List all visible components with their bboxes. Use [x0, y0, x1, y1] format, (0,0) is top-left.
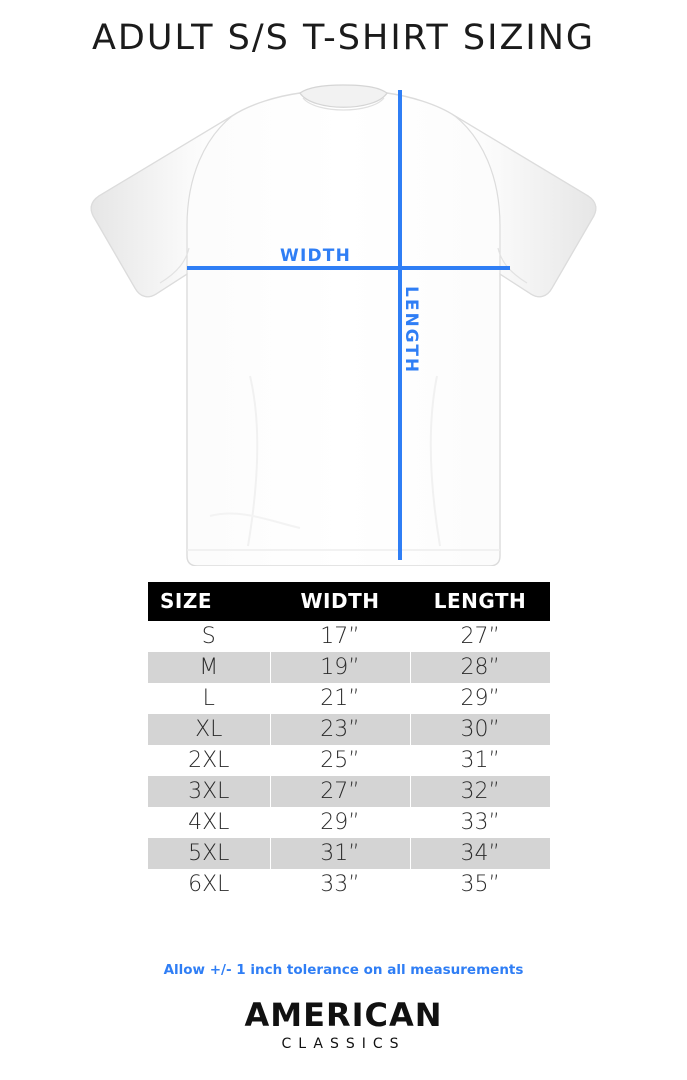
shirt-diagram	[0, 76, 687, 566]
page-title: ADULT S/S T-SHIRT SIZING	[91, 18, 596, 58]
cell-size: L	[148, 683, 270, 714]
cell-width: 19”	[270, 652, 410, 683]
brand-subtitle: CLASSICS	[281, 1036, 406, 1052]
table-header-row	[148, 582, 550, 621]
cell-length: 33”	[410, 807, 550, 838]
cell-size: M	[148, 652, 270, 683]
cell-size: 3XL	[148, 776, 270, 807]
table-row	[148, 683, 550, 714]
cell-length: 34”	[410, 838, 550, 869]
width-label: WIDTH	[280, 246, 352, 266]
cell-width: 33”	[270, 869, 410, 900]
table-row	[148, 621, 550, 652]
table-row	[148, 807, 550, 838]
cell-size: XL	[148, 714, 270, 745]
column-header-size: SIZE	[148, 582, 270, 621]
cell-length: 31”	[410, 745, 550, 776]
table-row	[148, 745, 550, 776]
length-label: LENGTH	[401, 286, 421, 375]
cell-length: 27”	[410, 621, 550, 652]
size-table-container	[148, 582, 538, 900]
column-header-length: LENGTH	[410, 582, 550, 621]
tshirt-illustration	[0, 76, 687, 566]
brand-name: AMERICAN	[244, 996, 443, 1034]
table-row	[148, 776, 550, 807]
cell-length: 32”	[410, 776, 550, 807]
cell-width: 27”	[270, 776, 410, 807]
cell-size: S	[148, 621, 270, 652]
column-header-width: WIDTH	[270, 582, 410, 621]
cell-length: 35”	[410, 869, 550, 900]
cell-width: 21”	[270, 683, 410, 714]
tolerance-note: Allow +/- 1 inch tolerance on all measurements	[163, 962, 524, 978]
cell-length: 28”	[410, 652, 550, 683]
table-row	[148, 652, 550, 683]
size-table	[148, 582, 550, 900]
cell-size: 5XL	[148, 838, 270, 869]
cell-width: 17”	[270, 621, 410, 652]
cell-width: 23”	[270, 714, 410, 745]
cell-width: 29”	[270, 807, 410, 838]
table-row	[148, 869, 550, 900]
cell-length: 29”	[410, 683, 550, 714]
cell-size: 6XL	[148, 869, 270, 900]
cell-width: 25”	[270, 745, 410, 776]
cell-length: 30”	[410, 714, 550, 745]
cell-size: 4XL	[148, 807, 270, 838]
table-row	[148, 714, 550, 745]
cell-size: 2XL	[148, 745, 270, 776]
cell-width: 31”	[270, 838, 410, 869]
table-row	[148, 838, 550, 869]
